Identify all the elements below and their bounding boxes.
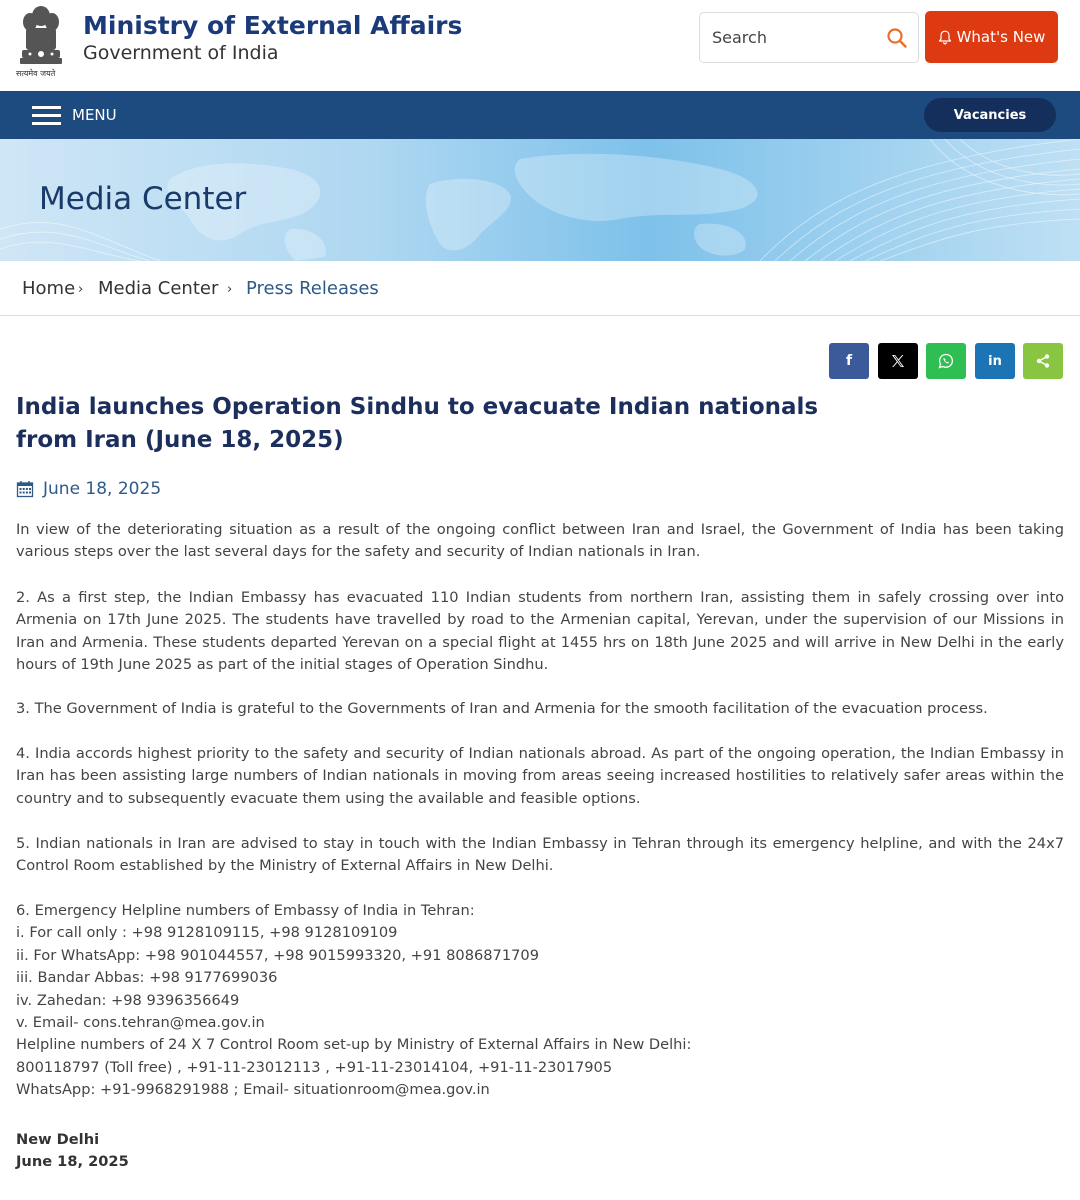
control-room-heading: Helpline numbers of 24 X 7 Control Room set-up by Ministry of External Affairs in New Delhi: bbox=[16, 1036, 692, 1054]
site-header bbox=[0, 0, 1080, 91]
share-facebook-button[interactable] bbox=[829, 343, 869, 379]
article-paragraph-5: 5. Indian nationals in Iran are advised to stay in touch with the Indian Embassy in Tehran through its emergency helpline, and with the 24x7 Control Room established by the Ministry of External Affairs in New Delhi. bbox=[16, 835, 1064, 875]
whatsapp-icon bbox=[938, 353, 954, 369]
ministry-title[interactable]: Ministry of External Affairs bbox=[83, 11, 463, 40]
article-place: New Delhi bbox=[16, 1131, 100, 1148]
helpline-call: i. For call only : +98 9128109115, +98 9128109109 bbox=[16, 924, 398, 942]
share-x-button[interactable] bbox=[878, 343, 918, 379]
article-title: India launches Operation Sindhu to evacuate Indian nationals from Iran (June 18, 2025) bbox=[16, 394, 819, 453]
helpline-heading: 6. Emergency Helpline numbers of Embassy of India in Tehran: bbox=[16, 902, 475, 919]
article-date: June 18, 2025 bbox=[43, 479, 162, 499]
search-input[interactable] bbox=[701, 14, 871, 61]
share-more-button[interactable] bbox=[1023, 343, 1063, 379]
helpline-bandar-abbas: iii. Bandar Abbas: +98 9177699036 bbox=[16, 969, 278, 987]
breadcrumb-media-center-link[interactable]: Media Center bbox=[98, 278, 219, 299]
helpline-email: v. Email- cons.tehran@mea.gov.in bbox=[16, 1014, 265, 1032]
article-paragraph-4: 4. India accords highest priority to the safety and security of Indian nationals abroad. As part of the ongoing operation, the Indian Embassy in Iran has been assisting large numbers of Indian nationals in moving from areas seeing increased hostilities to relatively safer areas within the country and to subsequently evacuate them using the available and feasible options. bbox=[16, 745, 1064, 807]
x-twitter-icon bbox=[890, 353, 906, 369]
facebook-icon: f bbox=[845, 353, 853, 369]
article-paragraph-1: In view of the deteriorating situation as a result of the ongoing conflict between Iran and Israel, the Government of India has been taking various steps over the last several days for the safety and security of Indian nationals in Iran. bbox=[16, 521, 1064, 561]
article-place-date bbox=[16, 1129, 129, 1174]
breadcrumb-separator: › bbox=[227, 282, 233, 297]
helpline-block bbox=[16, 900, 1064, 1102]
breadcrumb-home-link[interactable]: Home bbox=[22, 278, 76, 299]
page-title: Media Center bbox=[39, 181, 247, 217]
hamburger-icon bbox=[32, 105, 61, 126]
menu-button[interactable] bbox=[32, 103, 117, 127]
calendar-icon bbox=[16, 480, 34, 498]
breadcrumb bbox=[0, 261, 1080, 316]
article-paragraph-3: 3. The Government of India is grateful to the Governments of Iran and Armenia for the smooth facilitation of the evacuation process. bbox=[16, 700, 988, 717]
helpline-zahedan: iv. Zahedan: +98 9396356649 bbox=[16, 991, 240, 1009]
breadcrumb-current: Press Releases bbox=[246, 278, 379, 299]
search-box bbox=[699, 12, 919, 63]
emblem-motto: सत्यमेव जयते bbox=[16, 69, 56, 78]
vacancies-button[interactable]: Vacancies bbox=[924, 98, 1056, 132]
main-navbar bbox=[0, 91, 1080, 139]
whats-new-label: What's New bbox=[956, 28, 1046, 46]
article-place-date-value: June 18, 2025 bbox=[16, 1153, 129, 1171]
breadcrumb-separator: › bbox=[78, 282, 84, 297]
control-room-numbers: 800118797 (Toll free) , +91-11-23012113 , +91-11-23014104, +91-11-23017905 bbox=[16, 1058, 613, 1076]
article-date-row bbox=[16, 479, 161, 499]
share-whatsapp-button[interactable] bbox=[926, 343, 966, 379]
page-banner bbox=[0, 139, 1080, 261]
share-icon bbox=[1035, 353, 1051, 369]
menu-label: MENU bbox=[72, 106, 117, 124]
whats-new-button[interactable] bbox=[925, 11, 1058, 63]
linkedin-icon: in bbox=[988, 353, 1002, 369]
search-icon[interactable] bbox=[886, 27, 908, 49]
bell-icon bbox=[938, 30, 952, 45]
helpline-whatsapp: ii. For WhatsApp: +98 901044557, +98 9015993320, +91 8086871709 bbox=[16, 946, 539, 964]
share-linkedin-button[interactable] bbox=[975, 343, 1015, 379]
control-room-whatsapp-email: WhatsApp: +91-9968291988 ; Email- situationroom@mea.gov.in bbox=[16, 1081, 490, 1099]
article-paragraph-2: 2. As a first step, the Indian Embassy has evacuated 110 Indian students from northern Iran, assisting them in safely crossing over into Armenia on 17th June 2025. The students have travelled by road to the Armenian capital, Yerevan, under the supervision of our Missions in Iran and Armenia. These students departed Yerevan on a special flight at 1455 hrs on 18th June 2025 and will arrive in New Delhi in the early hours of 19th June 2025 as part of the initial stages of Operation Sindhu. bbox=[16, 589, 1064, 674]
ministry-subtitle: Government of India bbox=[83, 42, 279, 64]
